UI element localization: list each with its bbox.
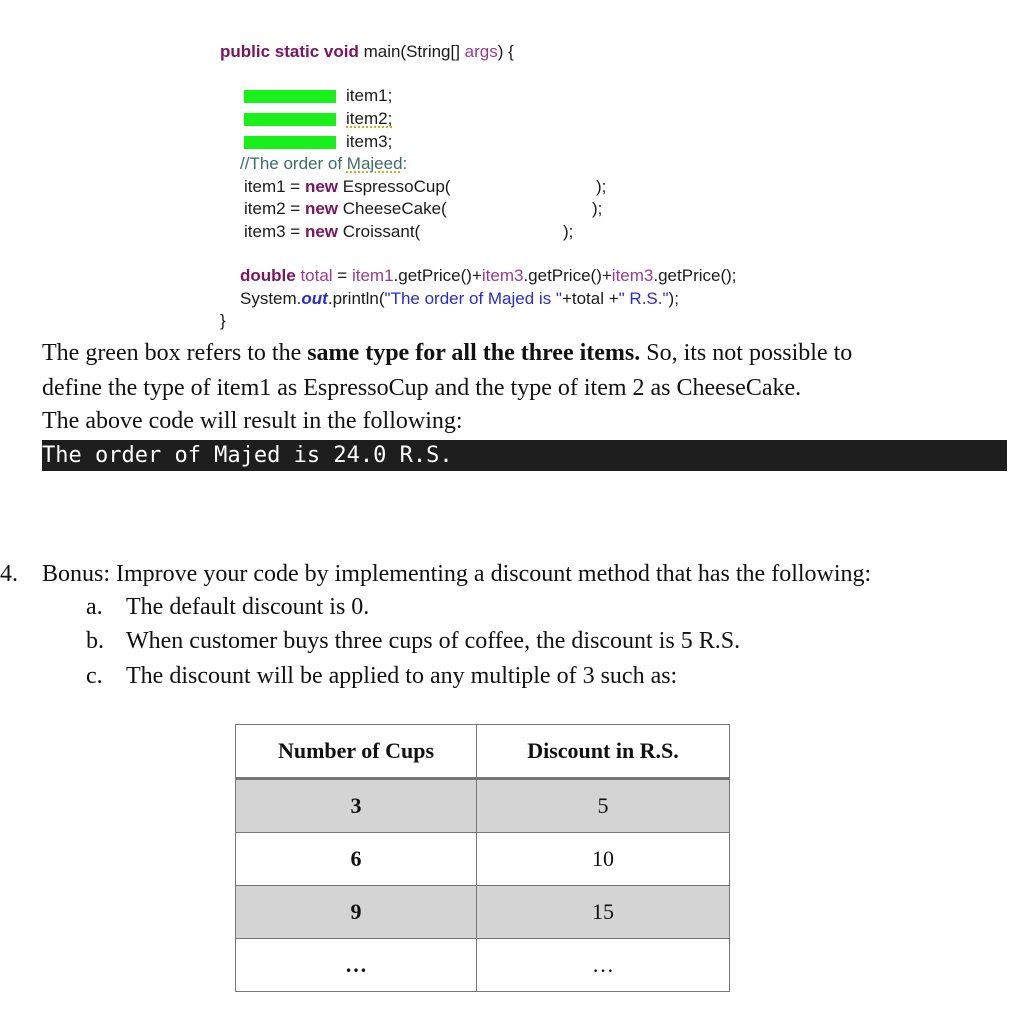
bonus-item-c: The discount will be applied to any multiple of 3 such as: xyxy=(126,663,678,689)
bonus-item-b-marker: b. xyxy=(86,628,104,654)
bonus-number: 4. xyxy=(0,561,18,587)
bonus-item-a: The default discount is 0. xyxy=(126,594,370,620)
code-print-line: System.out.println("The order of Majed is "+total +" R.S."); xyxy=(240,289,679,308)
header-discount: Discount in R.S. xyxy=(477,725,730,779)
console-output: The order of Majed is 24.0 R.S. xyxy=(42,440,1007,471)
code-assign-item1: item1 = new EspressoCup( xyxy=(244,177,451,196)
type-placeholder-box-1 xyxy=(244,90,336,103)
header-number-of-cups: Number of Cups xyxy=(236,725,477,779)
table-row xyxy=(236,833,730,886)
bonus-item-b: When customer buys three cups of coffee, the discount is 5 R.S. xyxy=(126,628,741,654)
code-decl-item3: item3; xyxy=(346,132,393,151)
code-decl-item1: item1; xyxy=(346,86,393,105)
cell-discount: 5 xyxy=(477,779,730,833)
cell-discount: 10 xyxy=(477,833,730,886)
table-row xyxy=(236,779,730,833)
bonus-item-c-marker: c. xyxy=(86,663,103,689)
code-comment: //The order of Majeed: xyxy=(240,154,408,173)
table-header-row xyxy=(236,725,730,779)
code-decl-item2: item2; xyxy=(346,109,393,128)
table-row xyxy=(236,886,730,939)
cell-cups: 3 xyxy=(236,779,477,833)
cell-discount: … xyxy=(477,939,730,992)
code-assign-item1-close: ); xyxy=(596,177,607,196)
code-closing-brace: } xyxy=(220,311,226,330)
code-assign-item2-close: ); xyxy=(592,199,603,218)
cell-cups: 9 xyxy=(236,886,477,939)
type-placeholder-box-3 xyxy=(244,136,336,149)
code-assign-item3-close: ); xyxy=(563,222,574,241)
code-assign-item2: item2 = new CheeseCake( xyxy=(244,199,447,218)
bonus-item-a-marker: a. xyxy=(86,594,103,620)
explanation-line-2: define the type of item1 as EspressoCup and the type of item 2 as CheeseCake. xyxy=(42,375,802,401)
cell-cups: … xyxy=(236,939,477,992)
cell-cups: 6 xyxy=(236,833,477,886)
type-placeholder-box-2 xyxy=(244,113,336,126)
cell-discount: 15 xyxy=(477,886,730,939)
discount-table xyxy=(235,724,730,992)
code-assign-item3: item3 = new Croissant( xyxy=(244,222,421,241)
bonus-text: Bonus: Improve your code by implementing a discount method that has the following: xyxy=(42,561,872,587)
code-signature: public static void main(String[] args) { xyxy=(220,42,514,61)
explanation-line-3: The above code will result in the following: xyxy=(42,408,463,434)
explanation-line-1: The green box refers to the same type for all the three items. So, its not possible to xyxy=(42,340,853,366)
code-total-line: double total = item1.getPrice()+item3.getPrice()+item3.getPrice(); xyxy=(240,266,737,285)
table-row xyxy=(236,939,730,992)
